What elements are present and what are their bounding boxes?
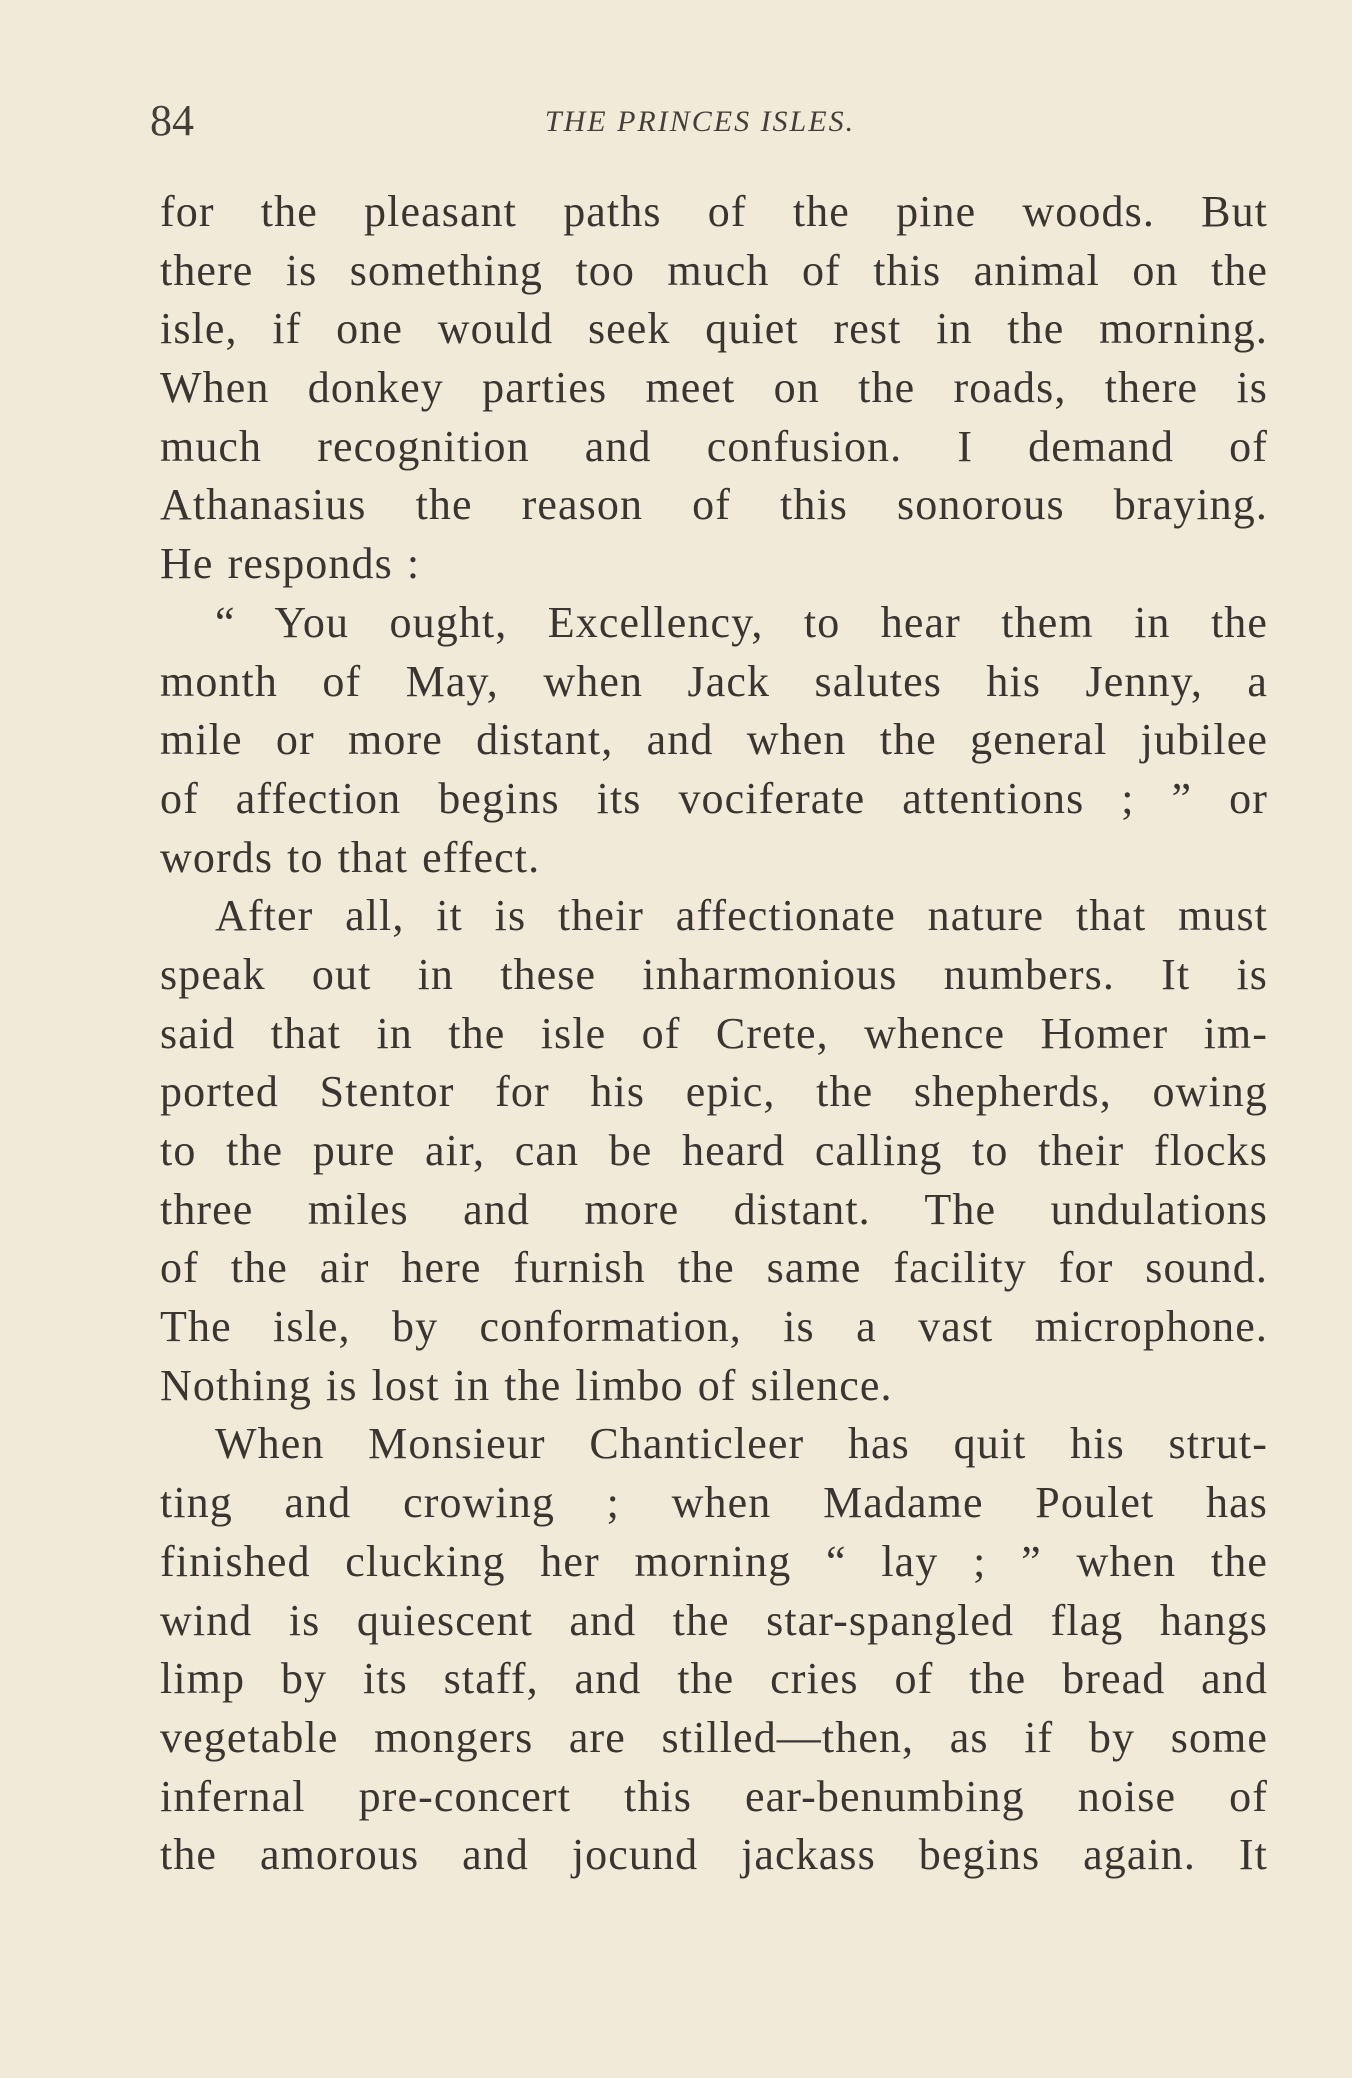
text-line: vegetable mongers are stilled—then, as if by some — [160, 1712, 1268, 1762]
text-line: for the pleasant paths of the pine woods. But — [160, 187, 1268, 236]
page-header — [0, 96, 1352, 146]
text-line: isle, if one would seek quiet rest in the morning. — [160, 304, 1268, 354]
text-line: limp by its staff, and the cries of the bread and — [160, 1654, 1268, 1704]
text-line: three miles and more distant. The undulations — [160, 1184, 1268, 1234]
body-text — [160, 183, 1268, 1885]
text-line: After all, it is their affectionate nature that must — [215, 891, 1268, 941]
text-line: finished clucking her morning “ lay ; ” when the — [160, 1536, 1268, 1586]
text-line: to the pure air, can be heard calling to their flocks — [160, 1126, 1268, 1175]
text-line: much recognition and confusion. I demand of — [160, 421, 1268, 471]
text-line: Nothing is lost in the limbo of silence. — [160, 1360, 893, 1410]
text-line: speak out in these inharmonious numbers. It is — [160, 949, 1268, 999]
running-title: THE PRINCES ISLES. — [544, 105, 856, 138]
text-line: said that in the isle of Crete, whence Homer im- — [160, 1008, 1268, 1058]
page-number: 84 — [150, 96, 194, 145]
text-line: there is something too much of this animal on the — [160, 245, 1268, 295]
text-line: The isle, by conformation, is a vast microphone. — [160, 1302, 1268, 1352]
text-line: mile or more distant, and when the general jubilee — [160, 715, 1268, 765]
text-line: infernal pre-concert this ear-benumbing noise of — [160, 1771, 1268, 1821]
text-line: ported Stentor for his epic, the shepherds, owing — [160, 1067, 1268, 1117]
text-line: He responds : — [160, 539, 421, 589]
text-line: of affection begins its vociferate attentions ; ” or — [160, 773, 1268, 823]
text-line: words to that effect. — [160, 832, 541, 882]
text-line: wind is quiescent and the star-spangled flag hangs — [160, 1595, 1268, 1645]
text-line: When donkey parties meet on the roads, there is — [160, 363, 1268, 413]
text-line: Athanasius the reason of this sonorous braying. — [160, 480, 1268, 530]
text-line: the amorous and jocund jackass begins again. It — [160, 1830, 1268, 1880]
text-line: “ You ought, Excellency, to hear them in the — [215, 597, 1268, 647]
text-line: ting and crowing ; when Madame Poulet has — [160, 1478, 1268, 1528]
text-line: When Monsieur Chanticleer has quit his strut- — [215, 1419, 1268, 1469]
text-line: of the air here furnish the same facility for sound. — [160, 1243, 1268, 1293]
text-line: month of May, when Jack salutes his Jenny, a — [160, 656, 1268, 706]
